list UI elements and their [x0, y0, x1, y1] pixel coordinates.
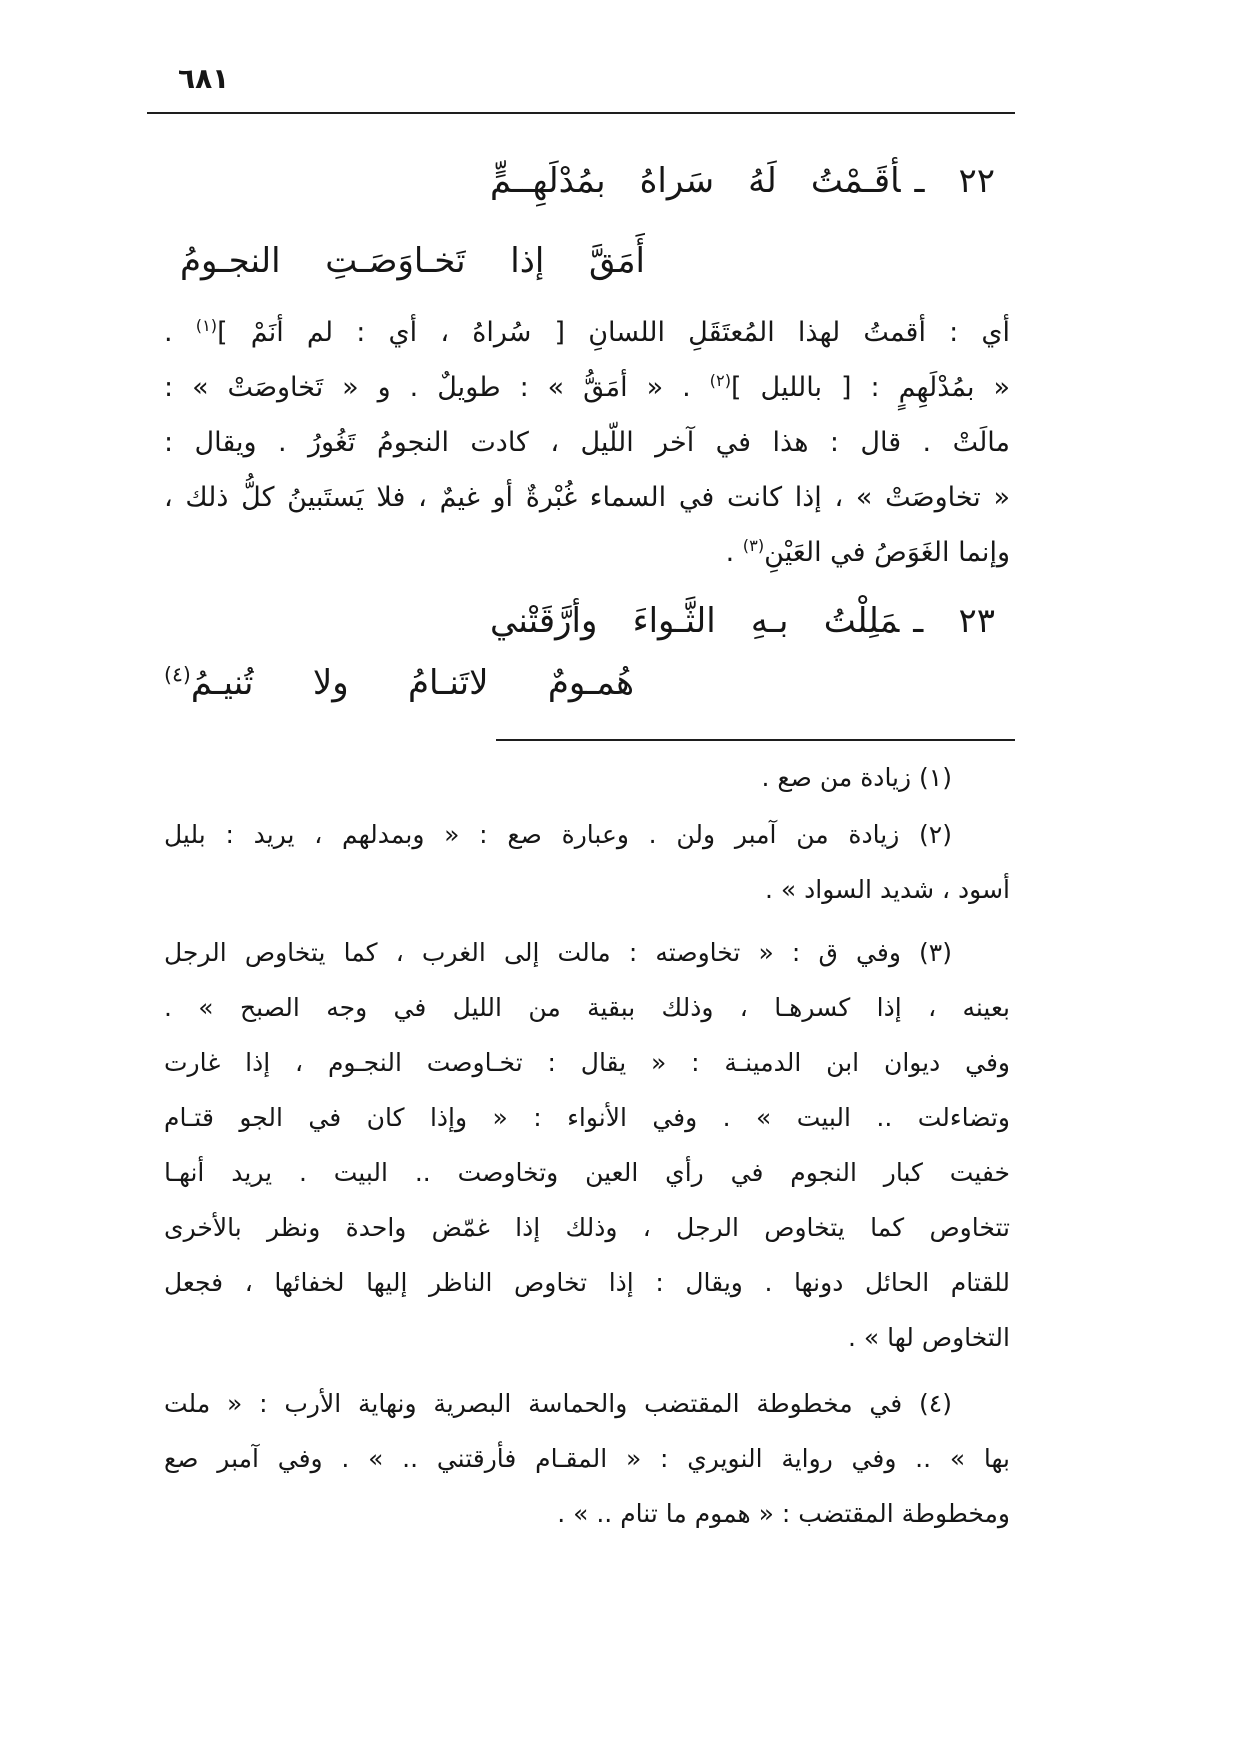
footnote-marker: (٢) — [709, 371, 732, 390]
footnote-2-line: أسود ، شديد السواد » . — [765, 875, 1010, 904]
hemistich-text: أقَـمْتُ لَهُ سَراهُ بمُدْلَهِــمٍّ — [490, 161, 901, 201]
verse-23-first-hemistich — [490, 588, 995, 654]
commentary-line — [164, 525, 1010, 581]
hemistich-text: هُمـومٌ لاتَنـامُ ولا تُنيـمُ — [190, 663, 634, 703]
footnote-4-line: (٤) في مخطوطة المقتضب والحماسة البصرية ونهاية الأرب : « ملت — [164, 1389, 952, 1418]
verse-22-first-hemistich — [490, 148, 995, 214]
verse-22-second-hemistich — [180, 228, 645, 294]
footnote-3-line: التخاوص لها » . — [848, 1323, 1010, 1352]
footnote-marker: (١) — [195, 316, 218, 335]
commentary-line — [164, 415, 1010, 471]
commentary-text: . « أمَقُّ » : طويلٌ . و « تَخاوصَتْ » : — [164, 372, 710, 403]
verse-number: ٢٣ ـ — [913, 601, 995, 641]
commentary-line — [164, 305, 1010, 361]
footnote-rule — [496, 739, 1015, 741]
footnote-1-line: (١) زيادة من صع . — [761, 763, 952, 792]
commentary-line — [164, 470, 1010, 526]
footnote-3-line: خفيت كبار النجوم في رأي العين وتخاوصت .. البيت . يريد أنهـا — [164, 1158, 1010, 1187]
hemistich-text: أَمَقَّ إذا تَخـاوَصَـتِ النجـومُ — [180, 241, 645, 281]
verse-number: ٢٢ ـ — [914, 161, 995, 201]
footnote-3-line: تتخاوص كما يتخاوص الرجل ، وذلك إذا غمّض واحدة ونظر بالأخرى — [164, 1213, 1010, 1242]
footnote-3-line: وتضاءلت .. البيت » . وفي الأنواء : « وإذا كان في الجو قتـام — [164, 1103, 1010, 1132]
footnote-3-line: وفي ديوان ابن الدمينـة : « يقال : تخـاوصت النجـوم ، إذا غارت — [164, 1048, 1010, 1077]
commentary-line — [164, 360, 1010, 416]
footnote-marker: (٣) — [742, 536, 765, 555]
header-rule — [147, 112, 1015, 114]
commentary-text: أي : أقمتُ لهذا المُعتَقَلِ اللسانِ [ سُراهُ ، أي : لم أنَمْ ] — [217, 317, 1010, 348]
footnote-3-line: (٣) وفي ق : « تخاوصته : مالت إلى الغرب ، كما يتخاوص الرجل — [164, 938, 952, 967]
footnote-marker: (٤) — [164, 662, 191, 687]
footnote-4-line: ومخطوطة المقتضب : « هموم ما تنام .. » . — [557, 1499, 1010, 1528]
footnote-3-line: بعينه ، إذا كسرهـا ، وذلك ببقية من الليل في وجه الصبح » . — [164, 993, 1010, 1022]
footnote-4-line: بها » .. وفي رواية النويري : « المقـام فأرقتني .. » . وفي آمبر صع — [164, 1444, 1010, 1473]
hemistich-text: مَلِلْتُ بـهِ الثَّـواءَ وأرَّقَتْني — [490, 601, 900, 641]
verse-23-second-hemistich — [164, 650, 634, 716]
commentary-text: « بمُدْلَهِمٍ : [ بالليل ] — [731, 372, 1010, 403]
commentary-text: وإنما الغَوَصُ في العَيْنِ — [764, 537, 1010, 568]
footnote-2-line: (٢) زيادة من آمبر ولن . وعبارة صع : « وبمدلهم ، يريد : بليل — [164, 820, 952, 849]
commentary-text: مالَتْ . قال : هذا في آخر اللّيل ، كادت النجومُ تَغُورُ . ويقال : — [164, 427, 1010, 458]
footnote-3-line: للقتام الحائل دونها . ويقال : إذا تخاوص الناظر إليها لخفائها ، فجعل — [164, 1268, 1010, 1297]
commentary-text: . — [725, 537, 743, 568]
commentary-text: . — [164, 317, 196, 348]
page-number: ٦٨١ — [178, 62, 230, 95]
commentary-text: « تخاوصَتْ » ، إذا كانت في السماء غُبْرةٌ أو غيمٌ ، فلا يَستَبينُ كلُّ ذلك ، — [164, 482, 1010, 513]
